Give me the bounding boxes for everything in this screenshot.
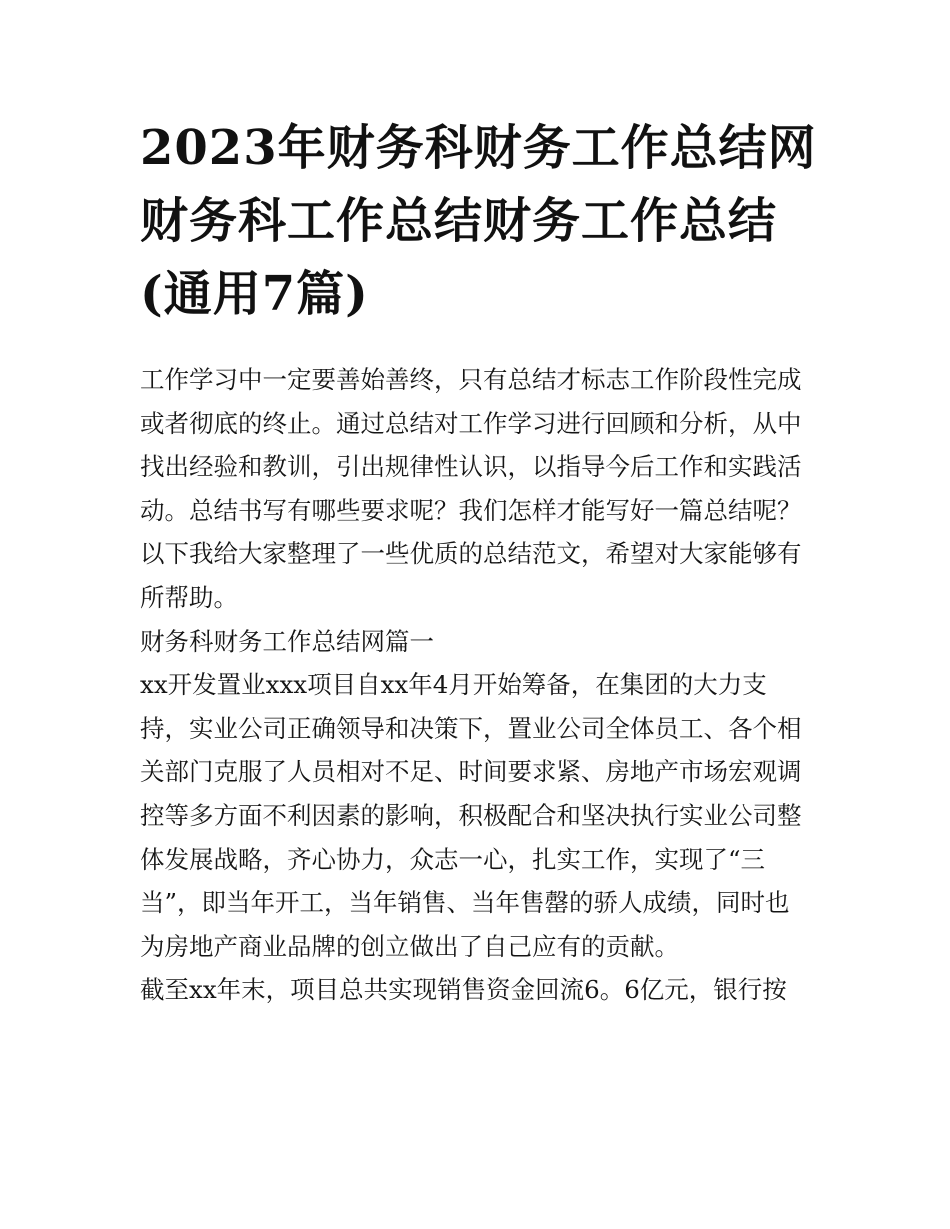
text-line: 截至xx年末，项目总共实现销售资金回流6。6亿元，银行按: [140, 975, 787, 1005]
intro-paragraph: [140, 358, 820, 620]
text-line: 以下我给大家整理了一些优质的总结范文，希望对大家能够有: [140, 539, 802, 569]
text-line: 为房地产商业品牌的创立做出了自己应有的贡献。: [140, 931, 679, 961]
text-line: xx开发置业xxx项目自xx年4月开始筹备，在集团的大力支: [140, 670, 767, 700]
text-line: 控等多方面不利因素的影响，积极配合和坚决执行实业公司整: [140, 800, 802, 830]
body-paragraph: [140, 663, 820, 968]
text-line: 所帮助。: [140, 582, 238, 612]
text-line: 当”，即当年开工，当年销售、当年售罄的骄人成绩，同时也: [140, 888, 790, 918]
title-line: 2023年财务科财务工作总结网: [140, 120, 817, 176]
title-line: 财务科工作总结财务工作总结: [140, 193, 778, 249]
document-body: [140, 358, 820, 1012]
text-line: 或者彻底的终止。通过总结对工作学习进行回顾和分析，从中: [140, 408, 802, 438]
text-line: 关部门克服了人员相对不足、时间要求紧、房地产市场宏观调: [140, 757, 802, 787]
text-line: 持，实业公司正确领导和决策下，置业公司全体员工、各个相: [140, 713, 802, 743]
document-title: [140, 112, 820, 331]
section-heading: 财务科财务工作总结网篇一: [140, 626, 434, 656]
document-content: [140, 112, 820, 1012]
text-line: 工作学习中一定要善始善终，只有总结才标志工作阶段性完成: [140, 365, 802, 394]
text-line: 体发展战略，齐心协力，众志一心，扎实工作，实现了“三: [140, 844, 766, 874]
title-line: (通用7篇): [140, 266, 369, 322]
text-line: 找出经验和教训，引出规律性认识，以指导今后工作和实践活: [140, 452, 802, 482]
body-paragraph: [140, 968, 820, 1012]
text-line: 动。总结书写有哪些要求呢？我们怎样才能写好一篇总结呢？: [140, 495, 802, 525]
